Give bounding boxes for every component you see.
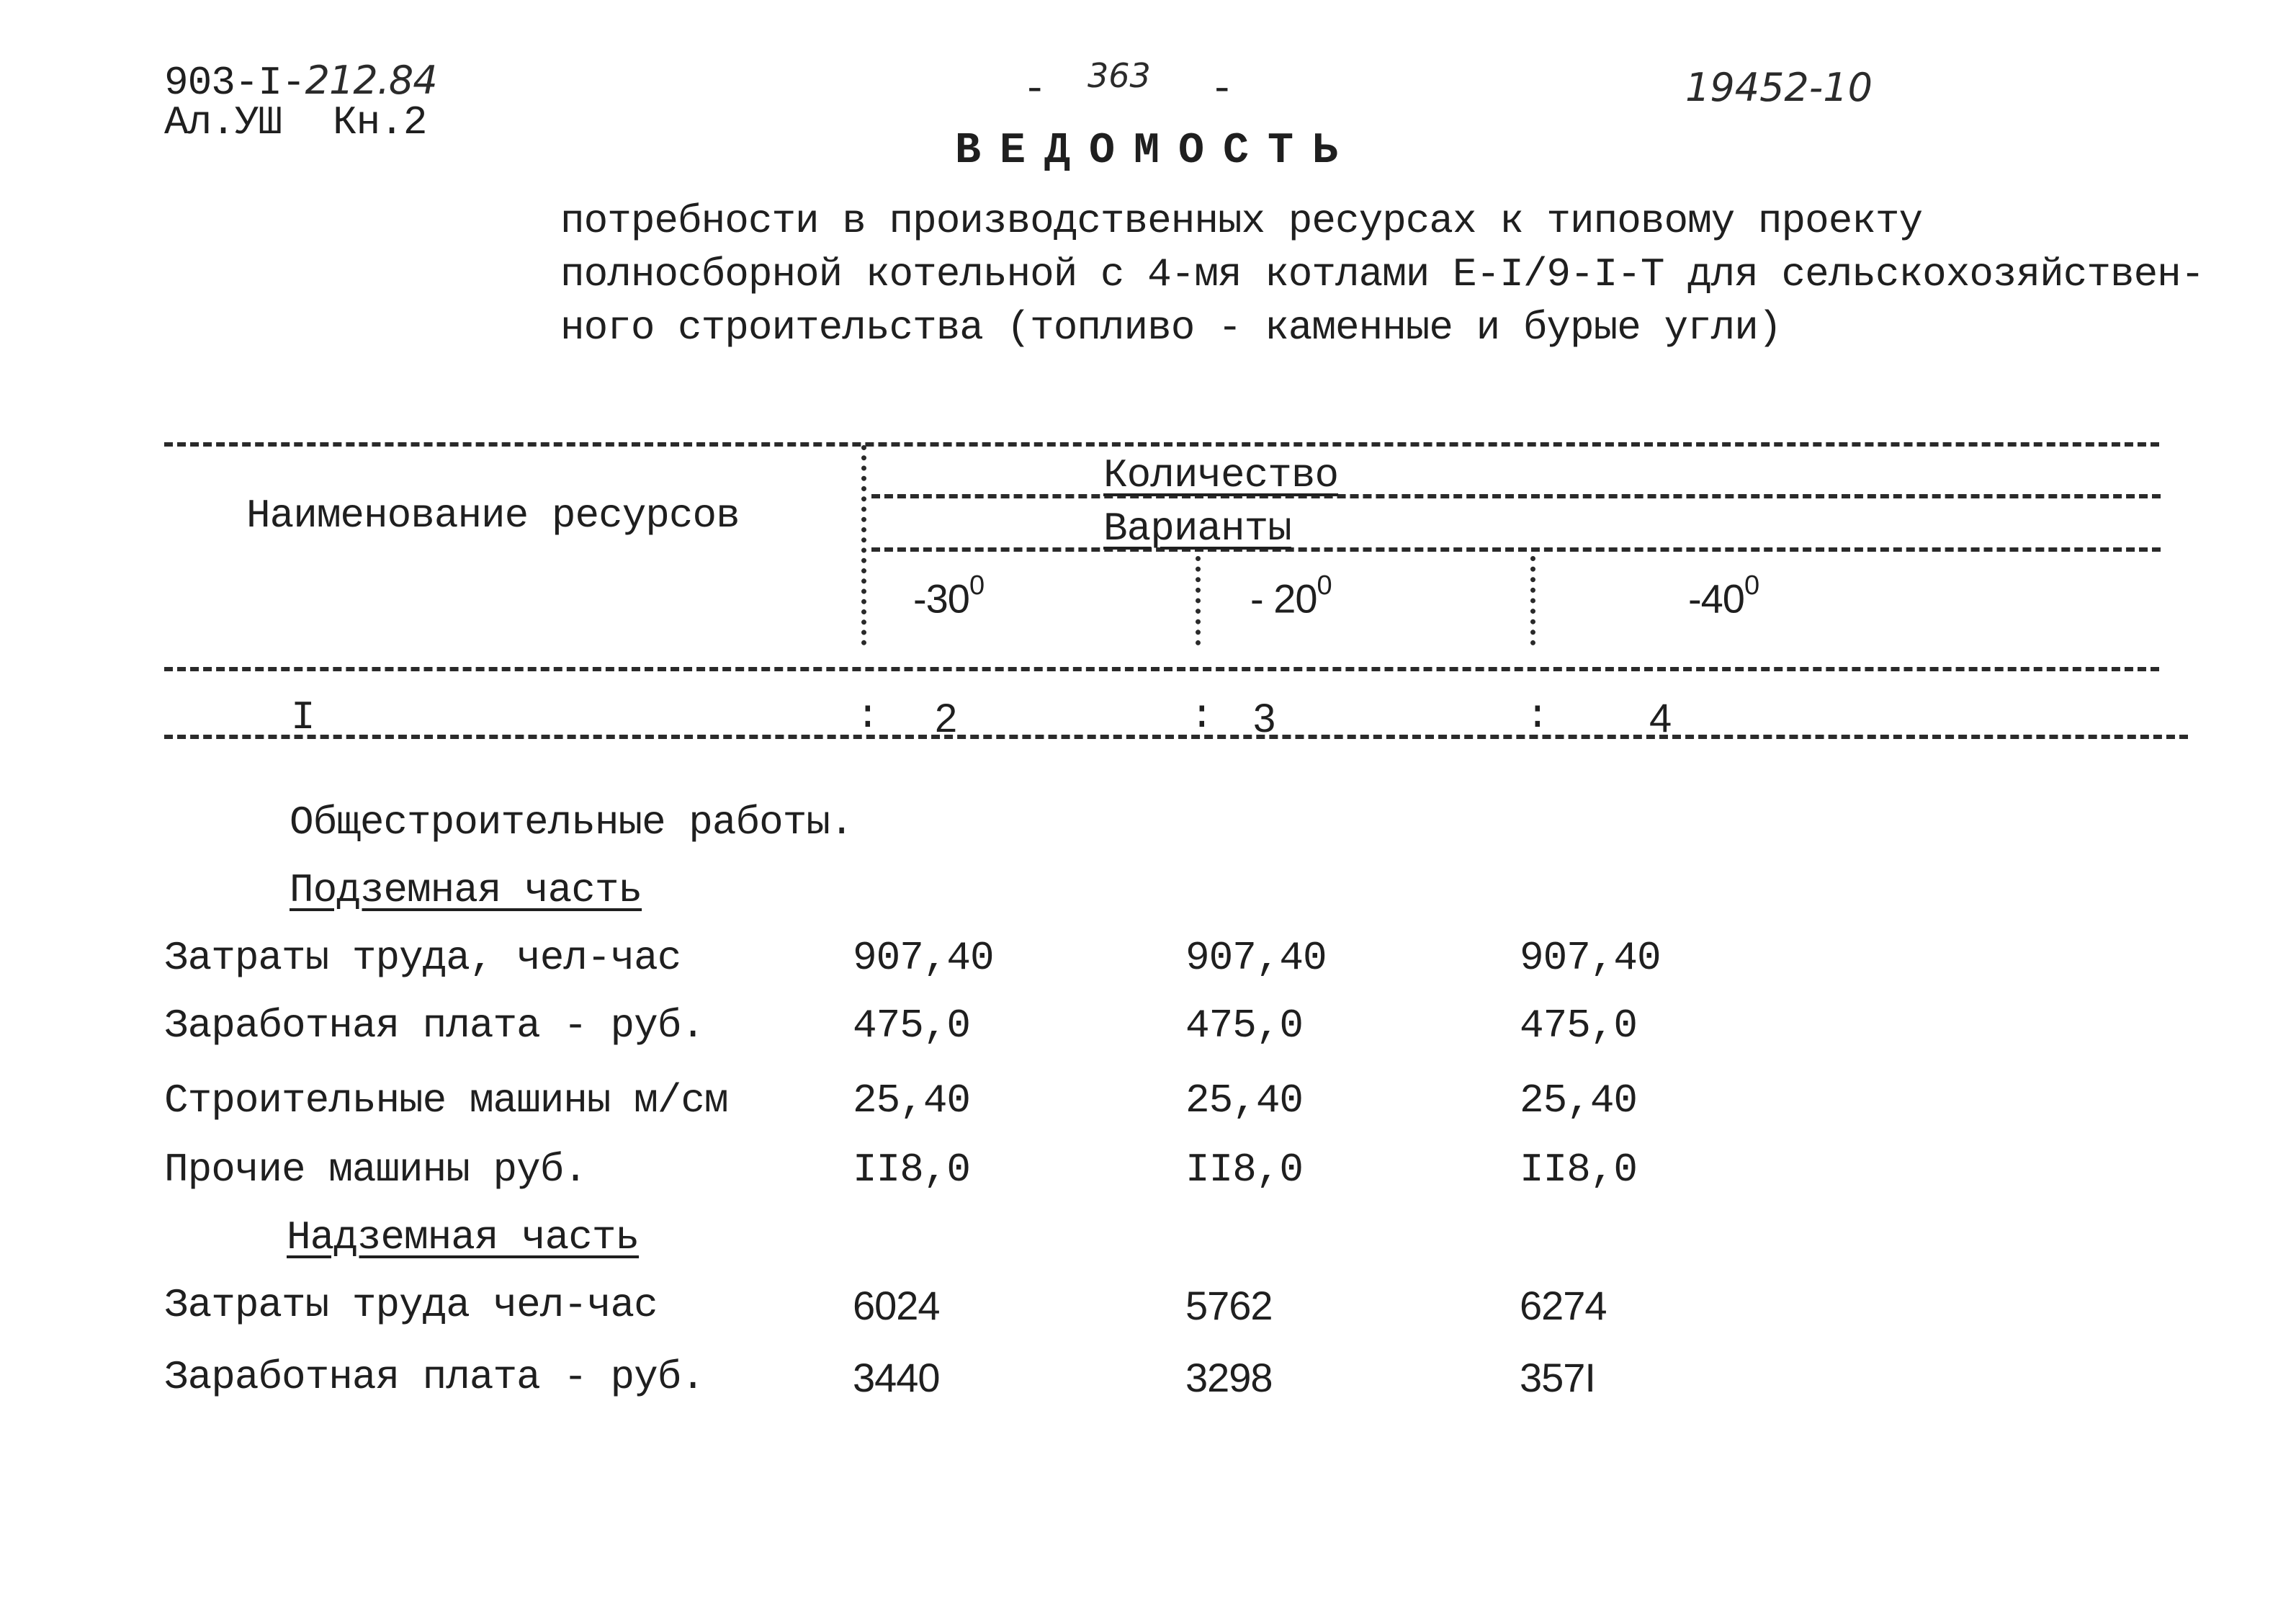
- section-title: Общестроительные работы.: [290, 799, 853, 846]
- row-value: 475,0: [1185, 1003, 1304, 1049]
- row-value: II8,0: [1185, 1147, 1304, 1193]
- col-separator-3: [1530, 556, 1535, 645]
- variant-degree-2: 0: [1317, 570, 1332, 601]
- row-value: 25,40: [1185, 1078, 1304, 1124]
- row-value: 6024: [853, 1283, 940, 1328]
- variants-header: Варианты: [1103, 506, 1291, 552]
- resource-name-header: Наименование ресурсов: [246, 493, 740, 539]
- col-number-4: 4: [1649, 695, 1672, 740]
- row-name: Заработная плата - руб.: [164, 1003, 704, 1049]
- row-value: 6274: [1520, 1283, 1607, 1328]
- row-name: Затраты труда чел-час: [164, 1282, 658, 1328]
- col-number-sep-3: :: [1525, 693, 1549, 739]
- project-code-handwritten: 212.84: [305, 58, 437, 103]
- variant-label-2: [1250, 570, 1332, 622]
- project-code: [164, 58, 437, 106]
- variant-label-1: [913, 570, 985, 622]
- book-label: Кн.2: [333, 99, 427, 145]
- inventory-number: 19452-10: [1685, 65, 1873, 110]
- subtitle-line-2: полносборной котельной с 4-мя котлами Е-I/9-I-Т для сельскохозяйствен-: [560, 251, 2205, 297]
- col-number-2: 2: [935, 695, 957, 740]
- col-number-1: I: [291, 694, 315, 740]
- table-top-rule: [164, 442, 2159, 447]
- subsection-title-underground: Подземная часть: [290, 867, 642, 913]
- row-value: 907,40: [853, 935, 994, 981]
- row-value: 475,0: [853, 1003, 971, 1049]
- project-code-typed: 903-I-: [164, 60, 305, 106]
- variant-value-2: - 20: [1250, 575, 1317, 622]
- variant-value-3: -40: [1688, 575, 1744, 622]
- variant-degree-1: 0: [969, 570, 985, 601]
- row-value: 25,40: [1520, 1078, 1638, 1124]
- document-title: ВЕДОМОСТЬ: [955, 127, 1358, 176]
- variant-label-3: [1688, 570, 1759, 622]
- row-value: II8,0: [853, 1147, 971, 1193]
- row-value: 907,40: [1520, 935, 1661, 981]
- column-numbers-rule: [164, 735, 2188, 739]
- col-separator-2: [1196, 556, 1201, 645]
- row-value: 357I: [1520, 1355, 1595, 1400]
- subtitle-line-1: потребности в производственных ресурсах к типовому проекту: [560, 198, 1923, 244]
- row-name: Затраты труда, чел-час: [164, 935, 681, 981]
- quantity-rule: [871, 494, 2161, 498]
- subsection-title-aboveground: Надземная часть: [287, 1214, 640, 1260]
- row-value: 3298: [1185, 1355, 1273, 1400]
- page-dash-right: -: [1210, 66, 1234, 112]
- row-value: 3440: [853, 1355, 940, 1400]
- row-value: 475,0: [1520, 1003, 1638, 1049]
- row-value: 25,40: [853, 1078, 971, 1124]
- col-number-3: 3: [1253, 695, 1275, 740]
- row-value: 907,40: [1185, 935, 1327, 981]
- row-name: Прочие машины руб.: [164, 1147, 587, 1193]
- row-name: Заработная плата - руб.: [164, 1354, 704, 1400]
- header-bottom-rule: [164, 667, 2159, 671]
- variant-value-1: -30: [913, 575, 969, 622]
- album-label: Ал.УШ: [164, 99, 282, 145]
- page-dash-left: -: [1023, 66, 1046, 112]
- row-name: Строительные машины м/см: [164, 1078, 728, 1124]
- col-separator-1: [861, 445, 866, 645]
- col-number-sep-2: :: [1190, 693, 1214, 739]
- subtitle-line-3: ного строительства (топливо - каменные и бурые угли): [560, 305, 1782, 351]
- variant-degree-3: 0: [1744, 570, 1759, 601]
- page-number: 363: [1088, 56, 1151, 95]
- quantity-header: Количество: [1103, 452, 1339, 498]
- row-value: II8,0: [1520, 1147, 1638, 1193]
- row-value: 5762: [1185, 1283, 1273, 1328]
- variants-rule: [871, 547, 2161, 552]
- col-number-sep-1: :: [856, 693, 879, 739]
